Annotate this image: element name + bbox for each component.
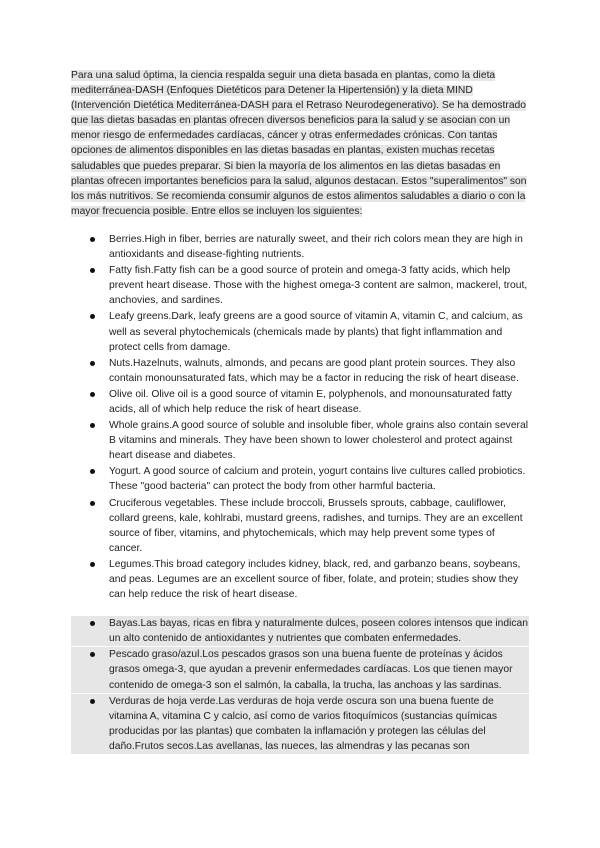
- list-item: Verduras de hoja verde.Las verduras de hoja verde oscura son una buena fuente de vitamina A, vitamina C y calcio, así como de varios fitoquímicos (sustancias químicas producidas por las plantas) que combaten la inflamación y protegen las células del daño.Frutos secos.Las avellanas, las nueces, las almendras y las pecanas son: [71, 694, 529, 754]
- bullet-icon: [90, 268, 95, 273]
- list-item: Fatty fish.Fatty fish can be a good source of protein and omega-3 fatty acids, which help prevent heart disease. Those with the highest omega-3 content are salmon, mackerel, trout, anchovies, and sardines.: [71, 263, 529, 308]
- bullet-icon: [90, 237, 95, 242]
- list-item: Nuts.Hazelnuts, walnuts, almonds, and pecans are good plant protein sources. They also contain monounsaturated fats, which may be a factor in reducing the risk of heart disease.: [71, 356, 529, 386]
- intro-paragraph: [71, 68, 529, 219]
- list-item: Berries.High in fiber, berries are naturally sweet, and their rich colors mean they are high in antioxidants and disease-fighting nutrients.: [71, 232, 529, 262]
- bullet-icon: [90, 423, 95, 428]
- list-item: Bayas.Las bayas, ricas en fibra y naturalmente dulces, poseen colores intensos que indican un alto contenido de antioxidantes y nutrientes que combaten enfermedades.: [71, 616, 529, 646]
- english-food-list: [71, 232, 529, 602]
- bullet-icon: [90, 621, 95, 626]
- list-item: Yogurt. A good source of calcium and protein, yogurt contains live cultures called probiotics. These "good bacteria" can protect the body from other harmful bacteria.: [71, 464, 529, 494]
- list-item: Cruciferous vegetables. These include broccoli, Brussels sprouts, cabbage, cauliflower, collard greens, kale, kohlrabi, mustard greens, radishes, and turnips. They are an excellent source of fiber, vitamins, and phytochemicals, which may help prevent some types of cancer.: [71, 496, 529, 556]
- intro-text: Para una salud óptima, la ciencia respalda seguir una dieta basada en plantas, como la dieta mediterránea-DASH (Enfoques Dietéticos para Detener la Hipertensión) y la dieta MIND (Intervención Dietética Mediterránea-DASH para el Retraso Neurodegenerativo). Se ha demostrado que las dietas basadas en plantas ofrecen diversos beneficios para la salud y se asocian con un menor riesgo de enfermedades cardíacas, cáncer y otras enfermedades crónicas. Con tantas opciones de alimentos disponibles en las dietas basadas en plantas, existen muchas recetas saludables que puedes preparar. Si bien la mayoría de los alimentos en las dietas basadas en plantas ofrecen importantes beneficios para la salud, algunos destacan. Estos "superalimentos" son los más nutritivos. Se recomienda consumir algunos de estos alimentos saludables a diario o con la mayor frecuencia posible. Entre ellos se incluyen los siguientes:: [71, 70, 527, 217]
- spanish-food-list: [71, 616, 529, 754]
- bullet-icon: [90, 501, 95, 506]
- bullet-icon: [90, 652, 95, 657]
- bullet-icon: [90, 699, 95, 704]
- bullet-icon: [90, 469, 95, 474]
- bullet-icon: [90, 392, 95, 397]
- document-page: [71, 68, 529, 755]
- bullet-icon: [90, 562, 95, 567]
- list-item: Olive oil. Olive oil is a good source of vitamin E, polyphenols, and monounsaturated fatty acids, all of which help reduce the risk of heart disease.: [71, 387, 529, 417]
- bullet-icon: [90, 361, 95, 366]
- list-item: Whole grains.A good source of soluble and insoluble fiber, whole grains also contain several B vitamins and minerals. They have been shown to lower cholesterol and protect against heart disease and diabetes.: [71, 418, 529, 463]
- list-item: Pescado graso/azul.Los pescados grasos son una buena fuente de proteínas y ácidos grasos omega-3, que ayudan a prevenir enfermedades cardíacas. Los que tienen mayor contenido de omega-3 son el salmón, la caballa, la trucha, las anchoas y las sardinas.: [71, 647, 529, 692]
- bullet-icon: [90, 314, 95, 319]
- list-item: Legumes.This broad category includes kidney, black, red, and garbanzo beans, soybeans, and peas. Legumes are an excellent source of fiber, folate, and protein; studies show they can help reduce the risk of heart disease.: [71, 557, 529, 602]
- list-item: Leafy greens.Dark, leafy greens are a good source of vitamin A, vitamin C, and calcium, as well as several phytochemicals (chemicals made by plants) that fight inflammation and protect cells from damage.: [71, 309, 529, 354]
